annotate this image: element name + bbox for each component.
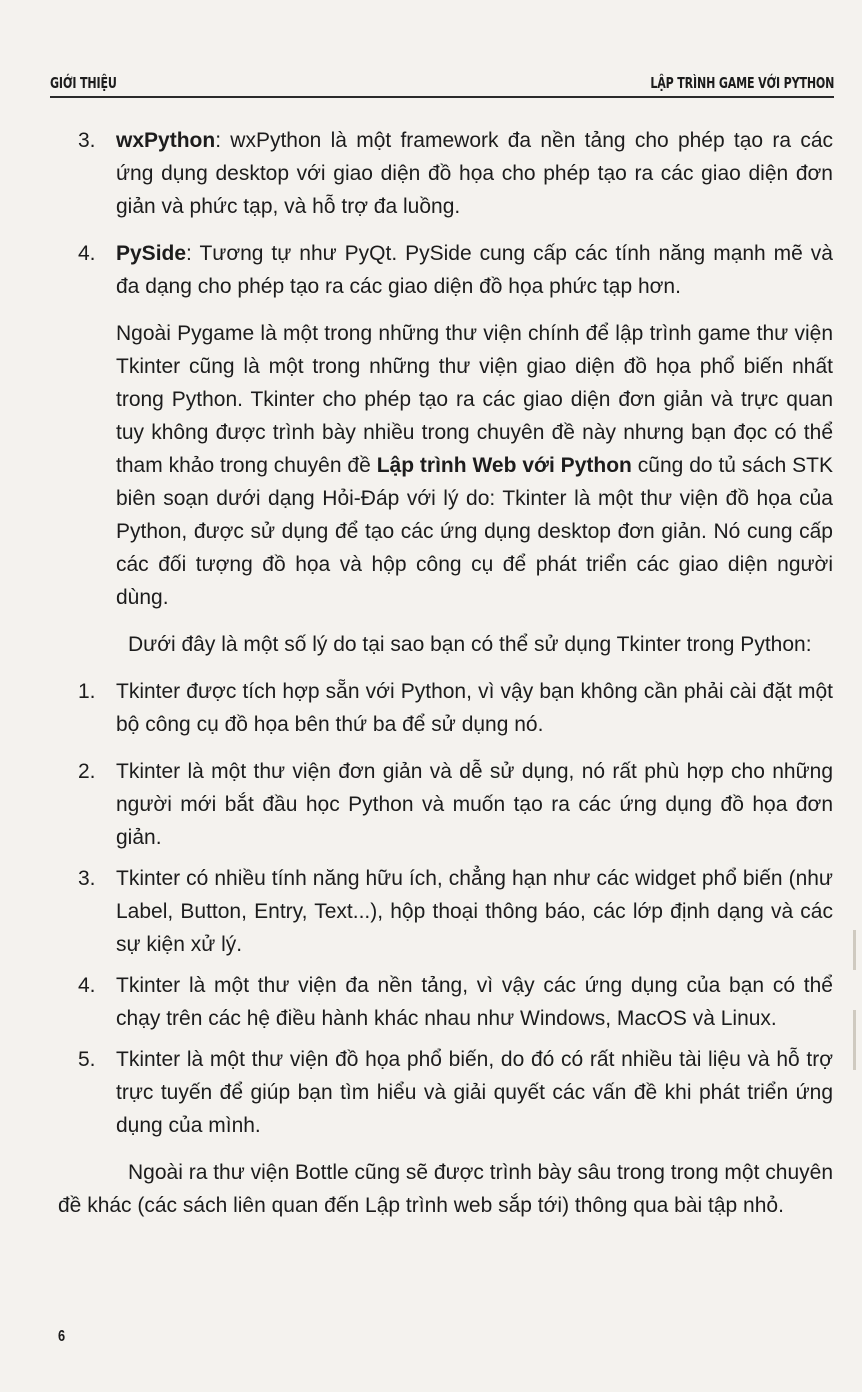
- list-text: Tkinter được tích hợp sẵn với Python, vì vậy bạn không cần phải cài đặt một bộ công cụ đồ họa bên thứ ba để sử dụng nó.: [116, 680, 833, 736]
- list-number: 5.: [78, 1048, 96, 1071]
- list-item: [58, 124, 833, 223]
- list-item: [58, 969, 833, 1035]
- list-item: [58, 675, 833, 741]
- list-number: 4.: [78, 974, 96, 997]
- list-text: : Tương tự như PyQt. PySide cung cấp các tính năng mạnh mẽ và đa dạng cho phép tạo ra các giao diện đồ họa phức tạp hơn.: [116, 242, 833, 298]
- list-number: 1.: [78, 680, 96, 703]
- list-number: 3.: [78, 867, 96, 890]
- list-item: [58, 755, 833, 854]
- list-text: Tkinter là một thư viện đa nền tảng, vì vậy các ứng dụng của bạn có thể chạy trên các hệ điều hành khác nhau như Windows, MacOS và Linux.: [116, 974, 833, 1030]
- closing-paragraph: Ngoài ra thư viện Bottle cũng sẽ được trình bày sâu trong trong một chuyên đề khác (các sách liên quan đến Lập trình web sắp tới) thông qua bài tập nhỏ.: [58, 1161, 833, 1217]
- list-term: PySide: [116, 242, 187, 265]
- reasons-intro: Dưới đây là một số lý do tại sao bạn có thể sử dụng Tkinter trong Python:: [128, 633, 812, 656]
- tkinter-paragraph: [58, 317, 833, 614]
- list-item: [58, 1043, 833, 1142]
- paragraph-text: Ngoài Pygame là một trong những thư viện chính để lập trình game thư viện Tkinter cũng là một trong những thư viện giao diện đồ họa phổ biến nhất trong Python. Tkinter cho phép tạo ra các giao diện đơn giản và trực quan tuy không được trình bày nhiều trong chuyên đề này nhưng bạn đọc có thể tham khảo trong chuyên đề: [116, 322, 833, 477]
- header-book-title: LẬP TRÌNH GAME VỚI PYTHON: [650, 74, 834, 92]
- list-text: Tkinter là một thư viện đơn giản và dễ sử dụng, nó rất phù hợp cho những người mới bắt đầu học Python và muốn tạo ra các ứng dụng đồ họa đơn giản.: [116, 760, 833, 849]
- list-number: 4.: [78, 242, 96, 265]
- margin-scuff: [853, 930, 856, 970]
- paragraph-text: cũng do tủ sách STK biên soạn dưới dạng Hỏi-Đáp với lý do: Tkinter là một thư viện đồ họa của Python, được sử dụng để tạo các ứng dụng desktop đơn giản. Nó cung cấp các đối tượng đồ họa và hộp công cụ để phát triển các giao diện người dùng.: [116, 454, 833, 609]
- book-reference: Lập trình Web với Python: [376, 454, 632, 477]
- list-number: 3.: [78, 129, 96, 152]
- list-text: : wxPython là một framework đa nền tảng cho phép tạo ra các ứng dụng desktop với giao diện đồ họa cho phép tạo ra các giao diện đơn giản và phức tạp, và hỗ trợ đa luồng.: [116, 129, 833, 218]
- list-text: Tkinter là một thư viện đồ họa phổ biến, do đó có rất nhiều tài liệu và hỗ trợ trực tuyến để giúp bạn tìm hiểu và giải quyết các vấn đề khi phát triển ứng dụng của mình.: [116, 1048, 833, 1137]
- list-term: wxPython: [116, 129, 216, 152]
- page-number: 6: [58, 1328, 66, 1345]
- running-header: [50, 72, 834, 98]
- list-item: [58, 862, 833, 961]
- list-number: 2.: [78, 760, 96, 783]
- page-body: [58, 124, 833, 1222]
- margin-scuff: [853, 1010, 856, 1070]
- list-item: [58, 237, 833, 303]
- header-section-title: GIỚI THIỆU: [50, 74, 117, 92]
- list-text: Tkinter có nhiều tính năng hữu ích, chẳng hạn như các widget phổ biến (như Label, Button, Entry, Text...), hộp thoại thông báo, các lớp định dạng và các sự kiện xử lý.: [116, 867, 833, 956]
